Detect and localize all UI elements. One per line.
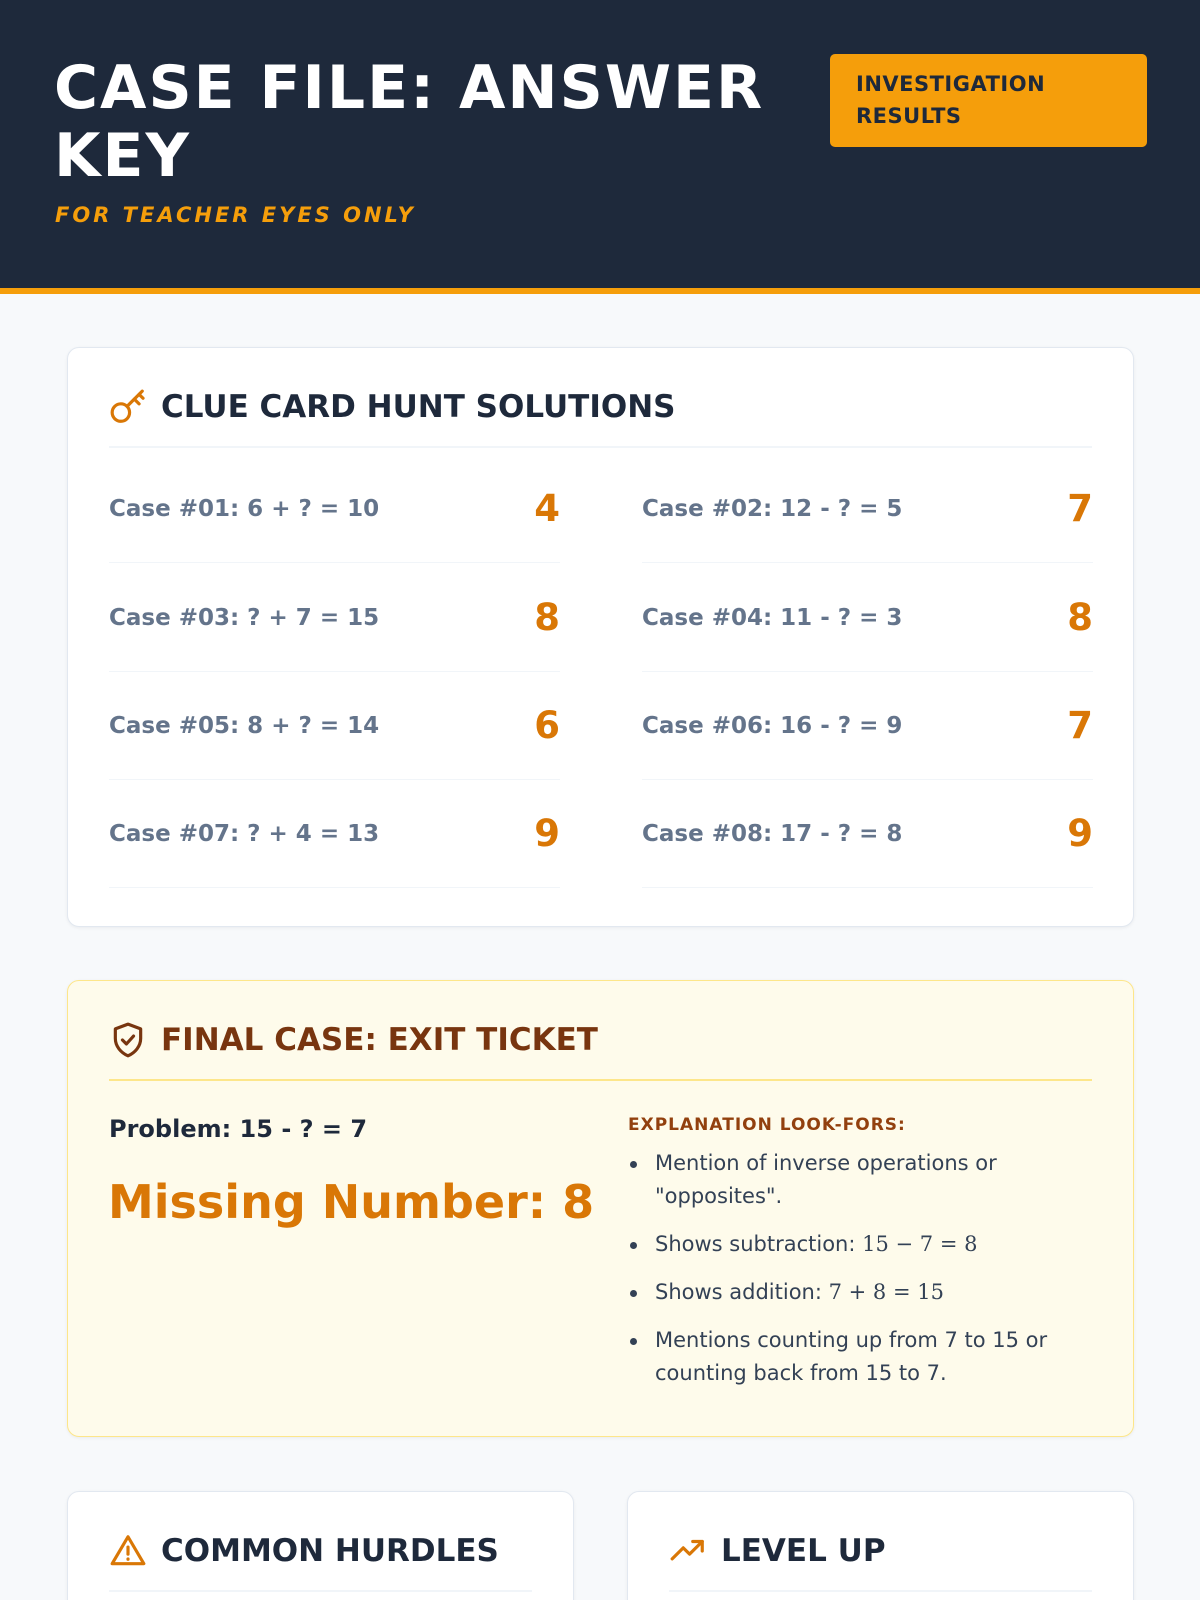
page-subtitle: FOR TEACHER EYES ONLY [55,203,416,227]
case-question: Case #06: 16 - ? = 9 [642,712,903,739]
list-item: Mentions counting up from 7 to 15 or counting back from 15 to 7. [628,1324,1078,1390]
case-question: Case #02: 12 - ? = 5 [642,495,903,522]
case-answer: 4 [534,487,560,530]
header [0,0,1200,294]
case-row [109,780,560,888]
hurdles-header [109,1532,532,1592]
list-item: Shows addition: 7 + 8 = 15 [628,1276,1078,1309]
hurdles-title: COMMON HURDLES [161,1533,499,1569]
warning-icon [109,1532,147,1570]
case-question: Case #07: ? + 4 = 13 [109,820,380,847]
case-answer: 8 [534,596,560,639]
case-row [109,455,560,563]
clue-hunt-card [67,347,1134,927]
list-item: Shows subtraction: 15 − 7 = 8 [628,1228,1078,1261]
hurdles-card [67,1491,574,1600]
page-title: CASE FILE: ANSWER KEY [54,53,765,191]
case-answer: 7 [1067,704,1093,747]
case-row [642,455,1093,563]
case-answer: 8 [1067,596,1093,639]
math-expression: 15 − 7 = 8 [862,1232,978,1256]
exit-ticket-title: FINAL CASE: EXIT TICKET [161,1022,598,1058]
case-row [642,780,1093,888]
math-expression: 7 + 8 = 15 [828,1280,944,1304]
level-up-header [669,1532,1092,1592]
clue-hunt-title: CLUE CARD HUNT SOLUTIONS [161,389,676,425]
exit-ticket-header [109,1021,1092,1081]
case-answer: 9 [534,812,560,855]
case-question: Case #08: 17 - ? = 8 [642,820,903,847]
lookfors-list [628,1147,1078,1405]
case-row [109,672,560,780]
case-answer: 6 [534,704,560,747]
exit-ticket-problem: Problem: 15 - ? = 7 [109,1115,368,1143]
case-answer: 9 [1067,812,1093,855]
key-icon [109,388,147,426]
case-question: Case #03: ? + 7 = 15 [109,604,380,631]
case-question: Case #04: 11 - ? = 3 [642,604,903,631]
case-row [642,672,1093,780]
level-up-title: LEVEL UP [721,1533,886,1569]
case-row [642,564,1093,672]
case-row [109,564,560,672]
clue-hunt-header [109,388,1092,448]
exit-ticket-card [67,980,1134,1437]
list-item: Mention of inverse operations or "opposites". [628,1147,1078,1213]
case-question: Case #05: 8 + ? = 14 [109,712,380,739]
case-question: Case #01: 6 + ? = 10 [109,495,380,522]
trending-up-icon [669,1532,707,1570]
shield-check-icon [109,1021,147,1059]
lookfors-label: EXPLANATION LOOK-FORS: [628,1115,906,1135]
case-answer: 7 [1067,487,1093,530]
level-up-card [627,1491,1134,1600]
missing-number: Missing Number: 8 [108,1175,595,1229]
status-badge: INVESTIGATION RESULTS [830,54,1147,147]
